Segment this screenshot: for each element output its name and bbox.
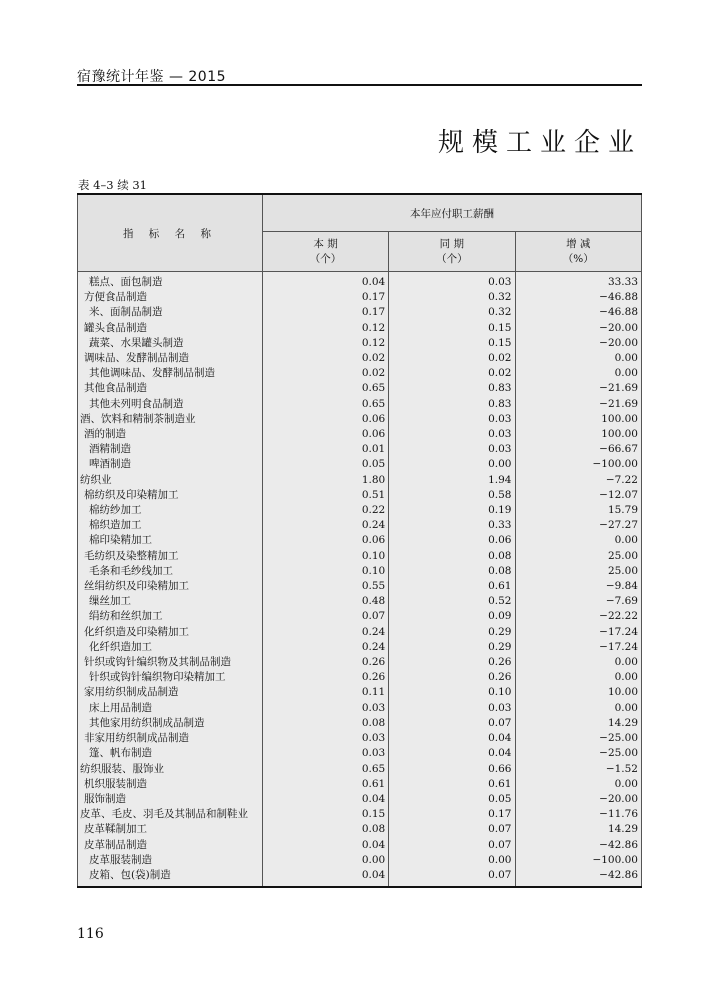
- previous-period-cell: 0.06: [389, 533, 515, 548]
- previous-period-cell: 0.07: [389, 716, 515, 731]
- previous-period-cell: 0.17: [389, 807, 515, 822]
- indicator-header: 指 标 名 称: [78, 194, 263, 272]
- table-row: [78, 838, 642, 853]
- current-period-cell: 0.65: [262, 397, 388, 412]
- indicator-name-cell: 蔬菜、水果罐头制造: [78, 336, 263, 351]
- change-cell: −21.69: [515, 397, 642, 412]
- indicator-name-cell: 绢纺和丝织加工: [78, 609, 263, 624]
- indicator-name-cell: 纺织业: [78, 473, 263, 488]
- table-row: [78, 381, 642, 396]
- table-row: [78, 822, 642, 837]
- change-cell: 0.00: [515, 777, 642, 792]
- change-unit: （%）: [562, 252, 594, 265]
- previous-period-cell: 0.10: [389, 685, 515, 700]
- table-row: [78, 397, 642, 412]
- current-period-cell: 0.01: [262, 442, 388, 457]
- indicator-name-cell: 其他食品制造: [78, 381, 263, 396]
- indicator-name-cell: 针织或钩针编织物印染精加工: [78, 670, 263, 685]
- current-period-cell: 0.22: [262, 503, 388, 518]
- table-row: [78, 366, 642, 381]
- change-cell: 0.00: [515, 655, 642, 670]
- change-cell: −27.27: [515, 518, 642, 533]
- table-row: [78, 701, 642, 716]
- indicator-name-cell: 非家用纺织制成品制造: [78, 731, 263, 746]
- previous-period-cell: 0.02: [389, 366, 515, 381]
- table-row: [78, 457, 642, 472]
- previous-period-cell: 0.03: [389, 412, 515, 427]
- previous-period-cell: 0.02: [389, 351, 515, 366]
- previous-period-cell: 0.07: [389, 868, 515, 887]
- indicator-name-cell: 毛条和毛纱线加工: [78, 564, 263, 579]
- change-cell: 33.33: [515, 272, 642, 291]
- indicator-name-cell: 其他未列明食品制造: [78, 397, 263, 412]
- current-period-cell: 0.05: [262, 457, 388, 472]
- table-row: [78, 640, 642, 655]
- change-cell: −46.88: [515, 290, 642, 305]
- table-row: [78, 762, 642, 777]
- table-row: [78, 305, 642, 320]
- current-period-cell: 0.06: [262, 427, 388, 442]
- change-cell: 25.00: [515, 564, 642, 579]
- indicator-name-cell: 棉纺织及印染精加工: [78, 488, 263, 503]
- indicator-name-cell: 床上用品制造: [78, 701, 263, 716]
- indicator-name-cell: 米、面制品制造: [78, 305, 263, 320]
- change-cell: −42.86: [515, 868, 642, 887]
- previous-period-cell: 0.00: [389, 853, 515, 868]
- change-cell: −7.22: [515, 473, 642, 488]
- change-cell: −66.67: [515, 442, 642, 457]
- change-cell: −1.52: [515, 762, 642, 777]
- indicator-name-cell: 棉纺纱加工: [78, 503, 263, 518]
- change-cell: −17.24: [515, 625, 642, 640]
- table-row: [78, 533, 642, 548]
- statistics-table: [77, 193, 642, 888]
- current-period-cell: 0.10: [262, 549, 388, 564]
- indicator-name-cell: 针织或钩针编织物及其制品制造: [78, 655, 263, 670]
- indicator-name-cell: 皮革鞣制加工: [78, 822, 263, 837]
- change-cell: 14.29: [515, 716, 642, 731]
- table-row: [78, 807, 642, 822]
- current-period-cell: 0.04: [262, 838, 388, 853]
- table-row: [78, 746, 642, 761]
- previous-period-cell: 0.15: [389, 336, 515, 351]
- table-row: [78, 731, 642, 746]
- previous-period-header: [389, 232, 515, 272]
- current-period-cell: 0.04: [262, 272, 388, 291]
- change-cell: −7.69: [515, 594, 642, 609]
- current-period-cell: 0.51: [262, 488, 388, 503]
- table-row: [78, 868, 642, 887]
- previous-period-cell: 0.61: [389, 579, 515, 594]
- table-row: [78, 792, 642, 807]
- table-row: [78, 336, 642, 351]
- indicator-name-cell: 棉印染精加工: [78, 533, 263, 548]
- current-period-cell: 0.10: [262, 564, 388, 579]
- change-cell: 0.00: [515, 701, 642, 716]
- indicator-name-cell: 酒、饮料和精制茶制造业: [78, 412, 263, 427]
- current-period-cell: 0.08: [262, 716, 388, 731]
- change-cell: 14.29: [515, 822, 642, 837]
- current-period-cell: 0.26: [262, 670, 388, 685]
- current-period-cell: 0.03: [262, 731, 388, 746]
- current-period-cell: 0.00: [262, 853, 388, 868]
- current-period-cell: 0.15: [262, 807, 388, 822]
- table-row: [78, 549, 642, 564]
- table-row: [78, 351, 642, 366]
- table-row: [78, 412, 642, 427]
- current-period-cell: 0.55: [262, 579, 388, 594]
- previous-period-cell: 0.83: [389, 397, 515, 412]
- change-cell: −25.00: [515, 746, 642, 761]
- change-cell: 10.00: [515, 685, 642, 700]
- previous-period-cell: 0.26: [389, 655, 515, 670]
- indicator-name-cell: 毛纺织及染整精加工: [78, 549, 263, 564]
- previous-period-cell: 0.07: [389, 822, 515, 837]
- table-row: [78, 290, 642, 305]
- current-period-cell: 0.17: [262, 290, 388, 305]
- indicator-name-cell: 啤酒制造: [78, 457, 263, 472]
- current-period-cell: 0.11: [262, 685, 388, 700]
- current-period-cell: 0.24: [262, 518, 388, 533]
- previous-period-cell: 0.58: [389, 488, 515, 503]
- table-row: [78, 272, 642, 291]
- previous-period-cell: 0.05: [389, 792, 515, 807]
- previous-period-cell: 0.00: [389, 457, 515, 472]
- current-period-cell: 0.65: [262, 762, 388, 777]
- table-row: [78, 670, 642, 685]
- change-cell: −22.22: [515, 609, 642, 624]
- current-period-cell: 0.12: [262, 336, 388, 351]
- change-cell: 15.79: [515, 503, 642, 518]
- current-period-cell: 0.12: [262, 321, 388, 336]
- current-period-cell: 0.03: [262, 701, 388, 716]
- change-label: 增 减: [566, 237, 591, 250]
- table-row: [78, 853, 642, 868]
- current-period-cell: 0.06: [262, 533, 388, 548]
- current-period-cell: 0.17: [262, 305, 388, 320]
- running-head: 宿豫统计年鉴 — 2015: [77, 69, 227, 85]
- indicator-name-cell: 丝绢纺织及印染精加工: [78, 579, 263, 594]
- header-rule: [77, 84, 642, 86]
- table-row: [78, 594, 642, 609]
- indicator-name-cell: 糕点、面包制造: [78, 272, 263, 291]
- previous-period-cell: 0.15: [389, 321, 515, 336]
- current-period-cell: 0.26: [262, 655, 388, 670]
- change-cell: −100.00: [515, 853, 642, 868]
- table-row: [78, 503, 642, 518]
- indicator-name-cell: 化纤织造加工: [78, 640, 263, 655]
- current-period-cell: 0.06: [262, 412, 388, 427]
- indicator-name-cell: 纺织服装、服饰业: [78, 762, 263, 777]
- change-cell: −12.07: [515, 488, 642, 503]
- previous-period-cell: 0.83: [389, 381, 515, 396]
- previous-period-cell: 0.32: [389, 290, 515, 305]
- table-row: [78, 609, 642, 624]
- indicator-name-cell: 其他调味品、发酵制品制造: [78, 366, 263, 381]
- current-period-unit: （个）: [309, 252, 342, 265]
- previous-period-unit: （个）: [436, 252, 468, 265]
- previous-period-label: 同 期: [439, 237, 465, 250]
- table-caption: 表 4–3 续 31: [78, 178, 147, 192]
- current-period-label: 本 期: [313, 237, 338, 250]
- previous-period-cell: 0.32: [389, 305, 515, 320]
- previous-period-cell: 0.03: [389, 272, 515, 291]
- indicator-name-cell: 皮箱、包(袋)制造: [78, 868, 263, 887]
- table-row: [78, 564, 642, 579]
- change-cell: −25.00: [515, 731, 642, 746]
- change-cell: 0.00: [515, 366, 642, 381]
- indicator-name-cell: 方便食品制造: [78, 290, 263, 305]
- table-body: [78, 272, 642, 888]
- table-row: [78, 427, 642, 442]
- current-period-cell: 0.24: [262, 625, 388, 640]
- change-cell: 0.00: [515, 351, 642, 366]
- change-cell: −17.24: [515, 640, 642, 655]
- change-cell: −20.00: [515, 336, 642, 351]
- previous-period-cell: 0.33: [389, 518, 515, 533]
- table-row: [78, 473, 642, 488]
- previous-period-cell: 0.08: [389, 564, 515, 579]
- table-row: [78, 321, 642, 336]
- change-cell: −20.00: [515, 792, 642, 807]
- previous-period-cell: 0.66: [389, 762, 515, 777]
- previous-period-cell: 0.26: [389, 670, 515, 685]
- indicator-name-cell: 酒精制造: [78, 442, 263, 457]
- change-cell: −42.86: [515, 838, 642, 853]
- indicator-name-cell: 皮革制品制造: [78, 838, 263, 853]
- current-period-cell: 1.80: [262, 473, 388, 488]
- payroll-group-header: 本年应付职工薪酬: [262, 194, 641, 232]
- indicator-name-cell: 调味品、发酵制品制造: [78, 351, 263, 366]
- change-cell: 25.00: [515, 549, 642, 564]
- indicator-name-cell: 服饰制造: [78, 792, 263, 807]
- change-cell: 100.00: [515, 427, 642, 442]
- indicator-name-cell: 其他家用纺织制成品制造: [78, 716, 263, 731]
- current-period-cell: 0.02: [262, 366, 388, 381]
- previous-period-cell: 0.03: [389, 442, 515, 457]
- previous-period-cell: 0.52: [389, 594, 515, 609]
- current-period-cell: 0.08: [262, 822, 388, 837]
- table-row: [78, 716, 642, 731]
- indicator-name-cell: 棉织造加工: [78, 518, 263, 533]
- previous-period-cell: 0.08: [389, 549, 515, 564]
- current-period-cell: 0.65: [262, 381, 388, 396]
- current-period-cell: 0.02: [262, 351, 388, 366]
- indicator-name-cell: 篷、帆布制造: [78, 746, 263, 761]
- table-row: [78, 655, 642, 670]
- current-period-cell: 0.03: [262, 746, 388, 761]
- previous-period-cell: 0.61: [389, 777, 515, 792]
- table-row: [78, 442, 642, 457]
- indicator-name-cell: 皮革服装制造: [78, 853, 263, 868]
- indicator-name-cell: 酒的制造: [78, 427, 263, 442]
- change-cell: −9.84: [515, 579, 642, 594]
- previous-period-cell: 0.04: [389, 746, 515, 761]
- previous-period-cell: 0.09: [389, 609, 515, 624]
- indicator-name-cell: 化纤织造及印染精加工: [78, 625, 263, 640]
- previous-period-cell: 0.29: [389, 640, 515, 655]
- table-row: [78, 685, 642, 700]
- change-cell: −46.88: [515, 305, 642, 320]
- current-period-cell: 0.24: [262, 640, 388, 655]
- indicator-name-cell: 家用纺织制成品制造: [78, 685, 263, 700]
- previous-period-cell: 1.94: [389, 473, 515, 488]
- table-row: [78, 625, 642, 640]
- current-period-cell: 0.04: [262, 868, 388, 887]
- change-cell: 0.00: [515, 533, 642, 548]
- previous-period-cell: 0.03: [389, 701, 515, 716]
- indicator-name-cell: 皮革、毛皮、羽毛及其制品和制鞋业: [78, 807, 263, 822]
- indicator-name-cell: 缫丝加工: [78, 594, 263, 609]
- change-cell: −21.69: [515, 381, 642, 396]
- current-period-cell: 0.04: [262, 792, 388, 807]
- change-cell: −100.00: [515, 457, 642, 472]
- table-row: [78, 579, 642, 594]
- indicator-name-cell: 机织服装制造: [78, 777, 263, 792]
- indicator-name-cell: 罐头食品制造: [78, 321, 263, 336]
- table-row: [78, 777, 642, 792]
- previous-period-cell: 0.07: [389, 838, 515, 853]
- change-cell: 100.00: [515, 412, 642, 427]
- page-number: 116: [77, 926, 104, 942]
- previous-period-cell: 0.03: [389, 427, 515, 442]
- current-period-cell: 0.48: [262, 594, 388, 609]
- table-row: [78, 518, 642, 533]
- current-period-cell: 0.07: [262, 609, 388, 624]
- previous-period-cell: 0.29: [389, 625, 515, 640]
- change-cell: −20.00: [515, 321, 642, 336]
- change-cell: −11.76: [515, 807, 642, 822]
- previous-period-cell: 0.04: [389, 731, 515, 746]
- current-period-header: [262, 232, 388, 272]
- current-period-cell: 0.61: [262, 777, 388, 792]
- previous-period-cell: 0.19: [389, 503, 515, 518]
- table-row: [78, 488, 642, 503]
- change-header: [515, 232, 642, 272]
- change-cell: 0.00: [515, 670, 642, 685]
- chapter-title: 规模工业企业: [437, 128, 642, 158]
